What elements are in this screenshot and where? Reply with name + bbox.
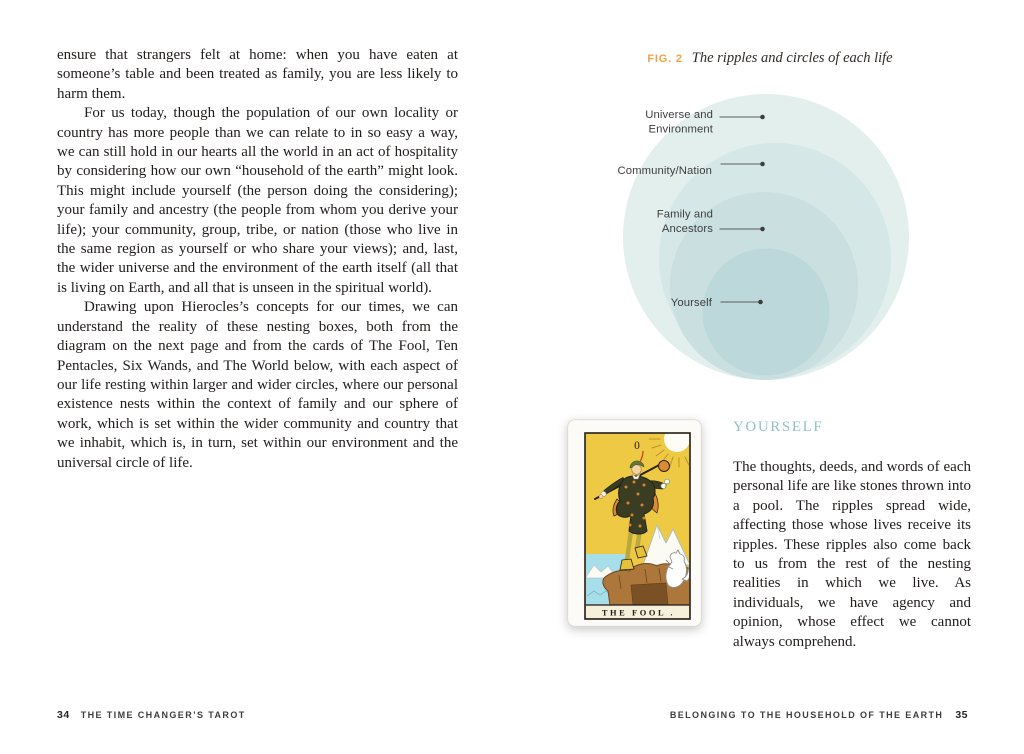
pointer-dot bbox=[760, 115, 765, 120]
figure-number-label: FIG. 2 bbox=[647, 53, 683, 65]
boot bbox=[620, 559, 634, 570]
figure-caption-row bbox=[560, 50, 980, 67]
paragraph: ensure that strangers felt at home: when you have eaten at someone’s table and been treated as family, you are less likely to harm them. bbox=[57, 47, 458, 102]
white-rose bbox=[665, 479, 670, 484]
page-number-right: 35 bbox=[955, 709, 968, 721]
card-title: THE FOOL . bbox=[601, 608, 676, 618]
left-page-body bbox=[57, 46, 458, 473]
yourself-paragraph: The thoughts, deeds, and words of each personal life are like stones thrown into a pool. The ripples spread wide, affecting those whose lives receive its ripples. These ripples also come back to us from the rest of the nesting realities in which we live. As individuals, we have agency and opinion, whose effect we cannot always comprehend. bbox=[733, 459, 971, 650]
bundle bbox=[659, 461, 670, 472]
yourself-section bbox=[733, 419, 971, 652]
ring-label-yourself: Yourself bbox=[670, 297, 712, 309]
ripples-diagram bbox=[560, 85, 980, 390]
page-number-left: 34 bbox=[57, 709, 70, 721]
pointer-dot bbox=[758, 300, 763, 305]
paragraph: For us today, though the population of our own locality or country has more people than we can relate to in so easy a way, we can still hold in our hearts all the world in an act of hospitality by considering how our own “household of the earth” might look. This might include yourself (the person doing the considering); your family and ancestry (the people from whom you derive your life); your community, group, tribe, or nation (those who live in the same region as yourself or who share your views); and, last, the wider universe and the environment of the earth itself (all that is living on Earth, and all that is unseen in the spiritual world). bbox=[57, 105, 458, 296]
footer-right bbox=[670, 709, 968, 721]
running-title-left: THE TIME CHANGER’S TAROT bbox=[80, 710, 246, 720]
hand bbox=[599, 495, 603, 499]
ring-label-family-line1: Family and bbox=[656, 208, 713, 221]
the-fool-card bbox=[567, 419, 702, 627]
ring-label-family-line2: Ancestors bbox=[661, 223, 713, 235]
ring-label-universe-line2: Environment bbox=[648, 123, 713, 136]
footer-left bbox=[57, 709, 246, 721]
ring-label-community: Community/Nation bbox=[617, 165, 712, 177]
pointer-dot bbox=[760, 162, 765, 167]
yourself-heading: YOURSELF bbox=[733, 419, 824, 435]
ring-label-universe-line1: Universe and bbox=[645, 109, 713, 121]
paragraph: Drawing upon Hierocles’s concepts for our times, we can understand the reality of these nesting boxes, both from the diagram on the next page and from the cards of The Fool, Ten Pentacles, Six Wands, and The World below, with each aspect of our life resting within larger and wider circles, where our personal existence nests within the context of family and our sphere of work, which is set within the wider community and country that we inhabit, which is, in turn, set within our environment and the universal circle of life. bbox=[57, 299, 458, 471]
figure-caption: The ripples and circles of each life bbox=[691, 50, 893, 66]
running-title-right: BELONGING TO THE HOUSEHOLD OF THE EARTH bbox=[669, 710, 944, 720]
pointer-dot bbox=[760, 227, 765, 232]
card-numeral: 0 bbox=[634, 440, 640, 452]
ring-yourself bbox=[703, 249, 830, 376]
